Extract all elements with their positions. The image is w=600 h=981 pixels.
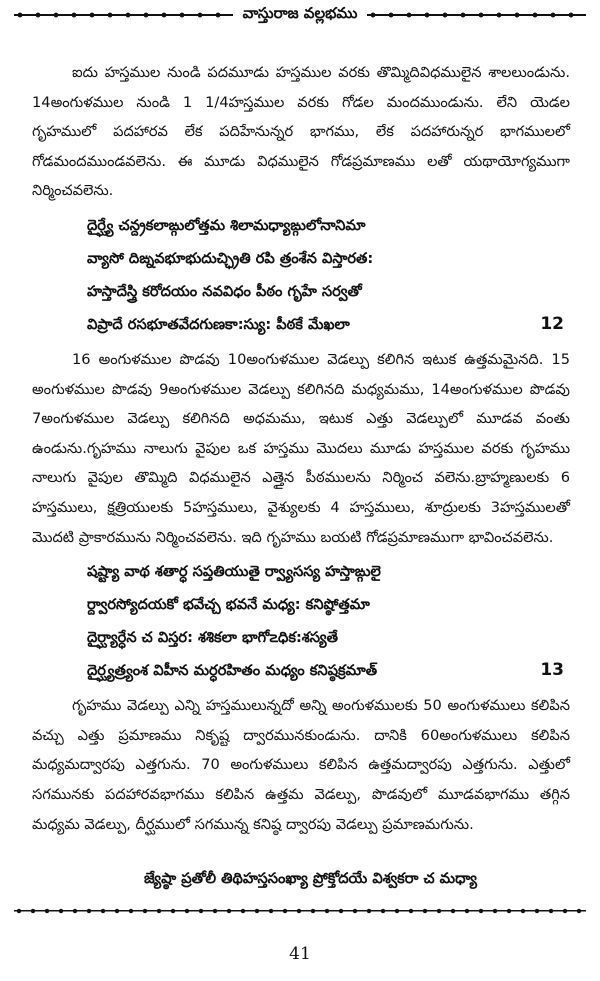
verse-line: వ్యాసో దిఙ్నవభూభుదుచ్ఛ్రితి రపి త్రంశేన విస్తారత: [87,249,374,267]
verse-12 [32,209,570,341]
verse-text: విప్రాదే రసభూతవేదగుణకా:స్యు: పీఠకే మేఖలా [87,315,350,333]
page-body [32,58,570,839]
running-header-title: వాస్తురాజ వల్లభము [242,4,358,22]
verse-line: హస్తాదేస్త్రి కరోదయం నవవిధం పీఠం గృహే సర్వతో [87,282,362,300]
verse-number: 12 [540,313,564,334]
verse-text: దైర్ఘ్యత్ర్యంశ విహీన మర్ధరహితం మధ్యం కనిష్ఠక్రమాత్ [87,662,378,680]
header-border [14,4,586,22]
verse-14-opening: జ్యేష్ఠా ప్రతోలీ తిథిహస్తసంఖ్యా ప్రోక్తోదయే విశ్వకరా చ మధ్యా [144,870,477,887]
verse-line: ర్ద్వారస్యోదయకో భవేచ్చ భవనే మధ్య: కనిష్ఠోత్తమా [87,596,370,614]
footer-border [14,904,586,918]
paragraph: గృహము వెడల్పు ఎన్ని హస్తములున్నదో అన్ని అంగుళములకు 50 అంగుళములు కలిపిన వచ్చు ఎత్తు ప్రమాణము నికృష్ట ద్వారమునకుండును. దానికి 60అంగుళములు కలిపిన మధ్యమద్వారపు ఎత్తగును. 70 అంగుళములు కలిపిన ఉత్తమద్వారపు ఎత్తగును. ఎత్తులో సగమునకు పదహారవభాగము కలిపిన ఉత్తమ వెడల్పు, పొడవులో మూడవభాగము తగ్గిన మధ్యమ వెడల్పు, దీర్ఘములో సగమున్న కనిష్ఠ ద్వారపు వెడల్పు ప్రమాణమగును. [32,697,570,833]
footer-vine-ornament [14,906,586,916]
page-number: 41 [289,944,311,964]
left-vine-ornament [14,9,233,21]
verse-line: దైర్ఘ్యార్ధేన చ విస్తర: శశికలా భాగో౽ధిక:శస్యతే [87,629,338,647]
paragraph: ఐదు హస్తముల నుండి పదమూడు హస్తముల వరకు తొమ్మిదివిధములైన శాలలుండును. 14అంగుళముల నుండి 1 1/4హస్తముల వరకు గోడల మందముండును. లేని యెడల గృహములో పదహారవ లేక పదిహేనున్నర భాగము, లేక పదహారున్నర భాగములలో గోడమందముండవలెను. ఈ మూడు విధములైన గోడప్రమాణము లతో యథాయోగ్యముగా నిర్మించవలెను. [32,64,570,200]
verse-13 [32,555,570,687]
prose-section-1 [32,58,570,206]
paragraph: 16 అంగుళముల పొడవు 10అంగుళముల వెడల్పు కలిగిన ఇటుక ఉత్తమమైనది. 15 అంగుళముల పొడవు 9అంగుళముల వెడల్పు కలిగినది మధ్యమము, 14అంగుళముల పొడవు 7అంగుళముల వెడల్పు కలిగినది అధమము, ఇటుక ఎత్తు వెడల్పులో మూడవ వంతు ఉండును.గృహము నాలుగు వైపుల ఒక హస్తము మొదలు మూడు హస్తముల వరకు గృహము నాలుగు వైపుల తొమ్మిది విధములైన ఎత్తైన పీఠములను నిర్మించ వలెను.బ్రాహ్మణులకు 6 హస్తములు, క్షత్రియులకు 5హస్తములు, వైశ్యులకు 4 హస్తములు, శూద్రులకు 3హస్తములతో మొదటి ప్రాకారమును నిర్మించవలెను. ఇది గృహము బయటి గోడప్రమాణముగా భావించవలెను. [32,350,570,546]
verse-line: దైర్ఘ్యే చన్ద్రకలాఙ్గులోత్తమ శిలామధ్యాఙ్గులోనానిమా [87,216,366,234]
prose-section-2 [32,345,570,552]
verse-line-last [32,308,570,341]
verse-line: షష్ట్యా వాథ శతార్ధ సప్తతియుతై ర్వ్యాసస్య హస్తాఙ్గులై [87,563,381,581]
verse-line-last [32,654,570,687]
prose-section-3 [32,691,570,839]
verse-number: 13 [540,660,564,681]
right-vine-ornament [367,9,586,21]
